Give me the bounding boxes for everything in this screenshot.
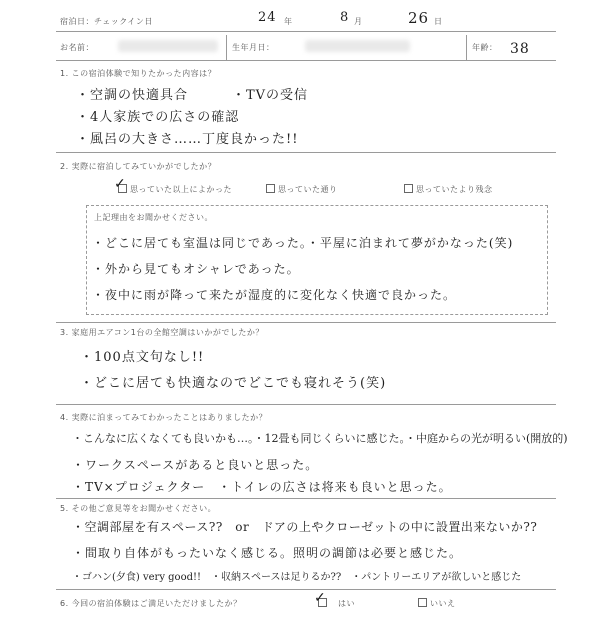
q6-option-no-label: いいえ bbox=[430, 599, 456, 608]
header-divider-2 bbox=[466, 35, 467, 60]
q1-answer-4: ・風呂の大きさ……丁度良かった!! bbox=[76, 132, 299, 147]
q2-option-3-label: 思っていたより残念 bbox=[416, 185, 493, 194]
check-mark-icon: ✓ bbox=[114, 176, 127, 192]
q5-rule bbox=[56, 589, 556, 590]
q4-rule bbox=[56, 498, 556, 499]
q3-answer-2: ・どこに居ても快適なのでどこでも寝れそう(笑) bbox=[80, 376, 387, 391]
q1-answer-2: ・TVの受信 bbox=[232, 88, 309, 103]
q3-rule bbox=[56, 404, 556, 405]
q4-answer-3: ・TV×プロジェクター ・トイレの広さは将来も良いと思った。 bbox=[72, 480, 452, 494]
day-value: 26 bbox=[408, 9, 430, 27]
age-value: 38 bbox=[510, 41, 530, 57]
q6-option-no-checkbox[interactable] bbox=[418, 598, 427, 607]
age-label: 年齢： bbox=[472, 43, 498, 52]
name-redaction bbox=[118, 40, 218, 52]
q2-option-1-label: 思っていた以上によかった bbox=[130, 185, 232, 194]
check-mark-icon: ✓ bbox=[314, 590, 327, 606]
name-label: お名前： bbox=[60, 43, 94, 52]
q3-question: 3. 家庭用エアコン1台の全館空調はいかがでしたか？ bbox=[60, 328, 264, 337]
q5-answer-2: ・間取り自体がもったいなく感じる。照明の調節は必要と感じた。 bbox=[72, 546, 463, 560]
q4-answer-2: ・ワークスペースがあると良いと思った。 bbox=[72, 458, 319, 472]
q6-option-yes-label: はい bbox=[338, 599, 355, 608]
q1-answer-3: ・4人家族での広さの確認 bbox=[76, 110, 240, 125]
q1-rule bbox=[56, 152, 556, 153]
q1-question: 1. この宿泊体験で知りたかった内容は？ bbox=[60, 69, 217, 78]
q2-option-3-checkbox[interactable] bbox=[404, 184, 413, 193]
q5-answer-1: ・空調部屋を有スペース?? or ドアの上やクローゼットの中に設置出来ないか?? bbox=[72, 520, 538, 534]
q2-question: 2. 実際に宿泊してみていかがでしたか？ bbox=[60, 162, 217, 171]
q2-rule bbox=[56, 322, 556, 323]
header-rule-1 bbox=[56, 31, 556, 32]
birth-redaction bbox=[305, 40, 410, 52]
year-value: 24 bbox=[258, 10, 277, 25]
q2-option-2-checkbox[interactable] bbox=[266, 184, 275, 193]
q2-answer-1: ・どこに居ても室温は同じであった。・平屋に泊まれて夢がかなった(笑) bbox=[92, 236, 514, 250]
q5-answer-3: ・ゴハン(夕食) very good!! ・収納スペースは足りるか?? ・パントリーエリアが欲しいと感じた bbox=[72, 572, 522, 583]
q3-answer-1: ・100点文句なし!! bbox=[80, 350, 205, 365]
q6-question: 6. 今回の宿泊体験はご満足いただけましたか？ bbox=[60, 599, 242, 608]
birth-label: 生年月日： bbox=[232, 43, 275, 52]
q4-question: 4. 実際に泊まってみてわかったことはありましたか？ bbox=[60, 413, 268, 422]
year-label: 年 bbox=[284, 17, 293, 26]
month-value: 8 bbox=[340, 10, 350, 25]
q2-answer-2: ・外から見てもオシャレであった。 bbox=[92, 262, 300, 276]
q2-reason-label: 上記理由をお聞かせください。 bbox=[94, 213, 213, 222]
header-rule-2 bbox=[56, 60, 556, 61]
q4-answer-1: ・こんなに広くなくても良いかも…。・12畳も同じくらいに感じた。・中庭からの光が明るい(開放的) bbox=[72, 432, 568, 445]
month-label: 月 bbox=[354, 17, 363, 26]
q5-question: 5. その他ご意見等をお聞かせください。 bbox=[60, 504, 217, 513]
q2-option-2-label: 思っていた通り bbox=[278, 185, 338, 194]
day-label: 日 bbox=[434, 17, 443, 26]
q1-answer-1: ・空調の快適具合 bbox=[76, 88, 189, 103]
header-divider-1 bbox=[226, 35, 227, 60]
stay-date-label: 宿泊日：チェックイン日 bbox=[60, 17, 153, 26]
q2-answer-3: ・夜中に雨が降って来たが湿度的に変化なく快適で良かった。 bbox=[92, 288, 457, 302]
